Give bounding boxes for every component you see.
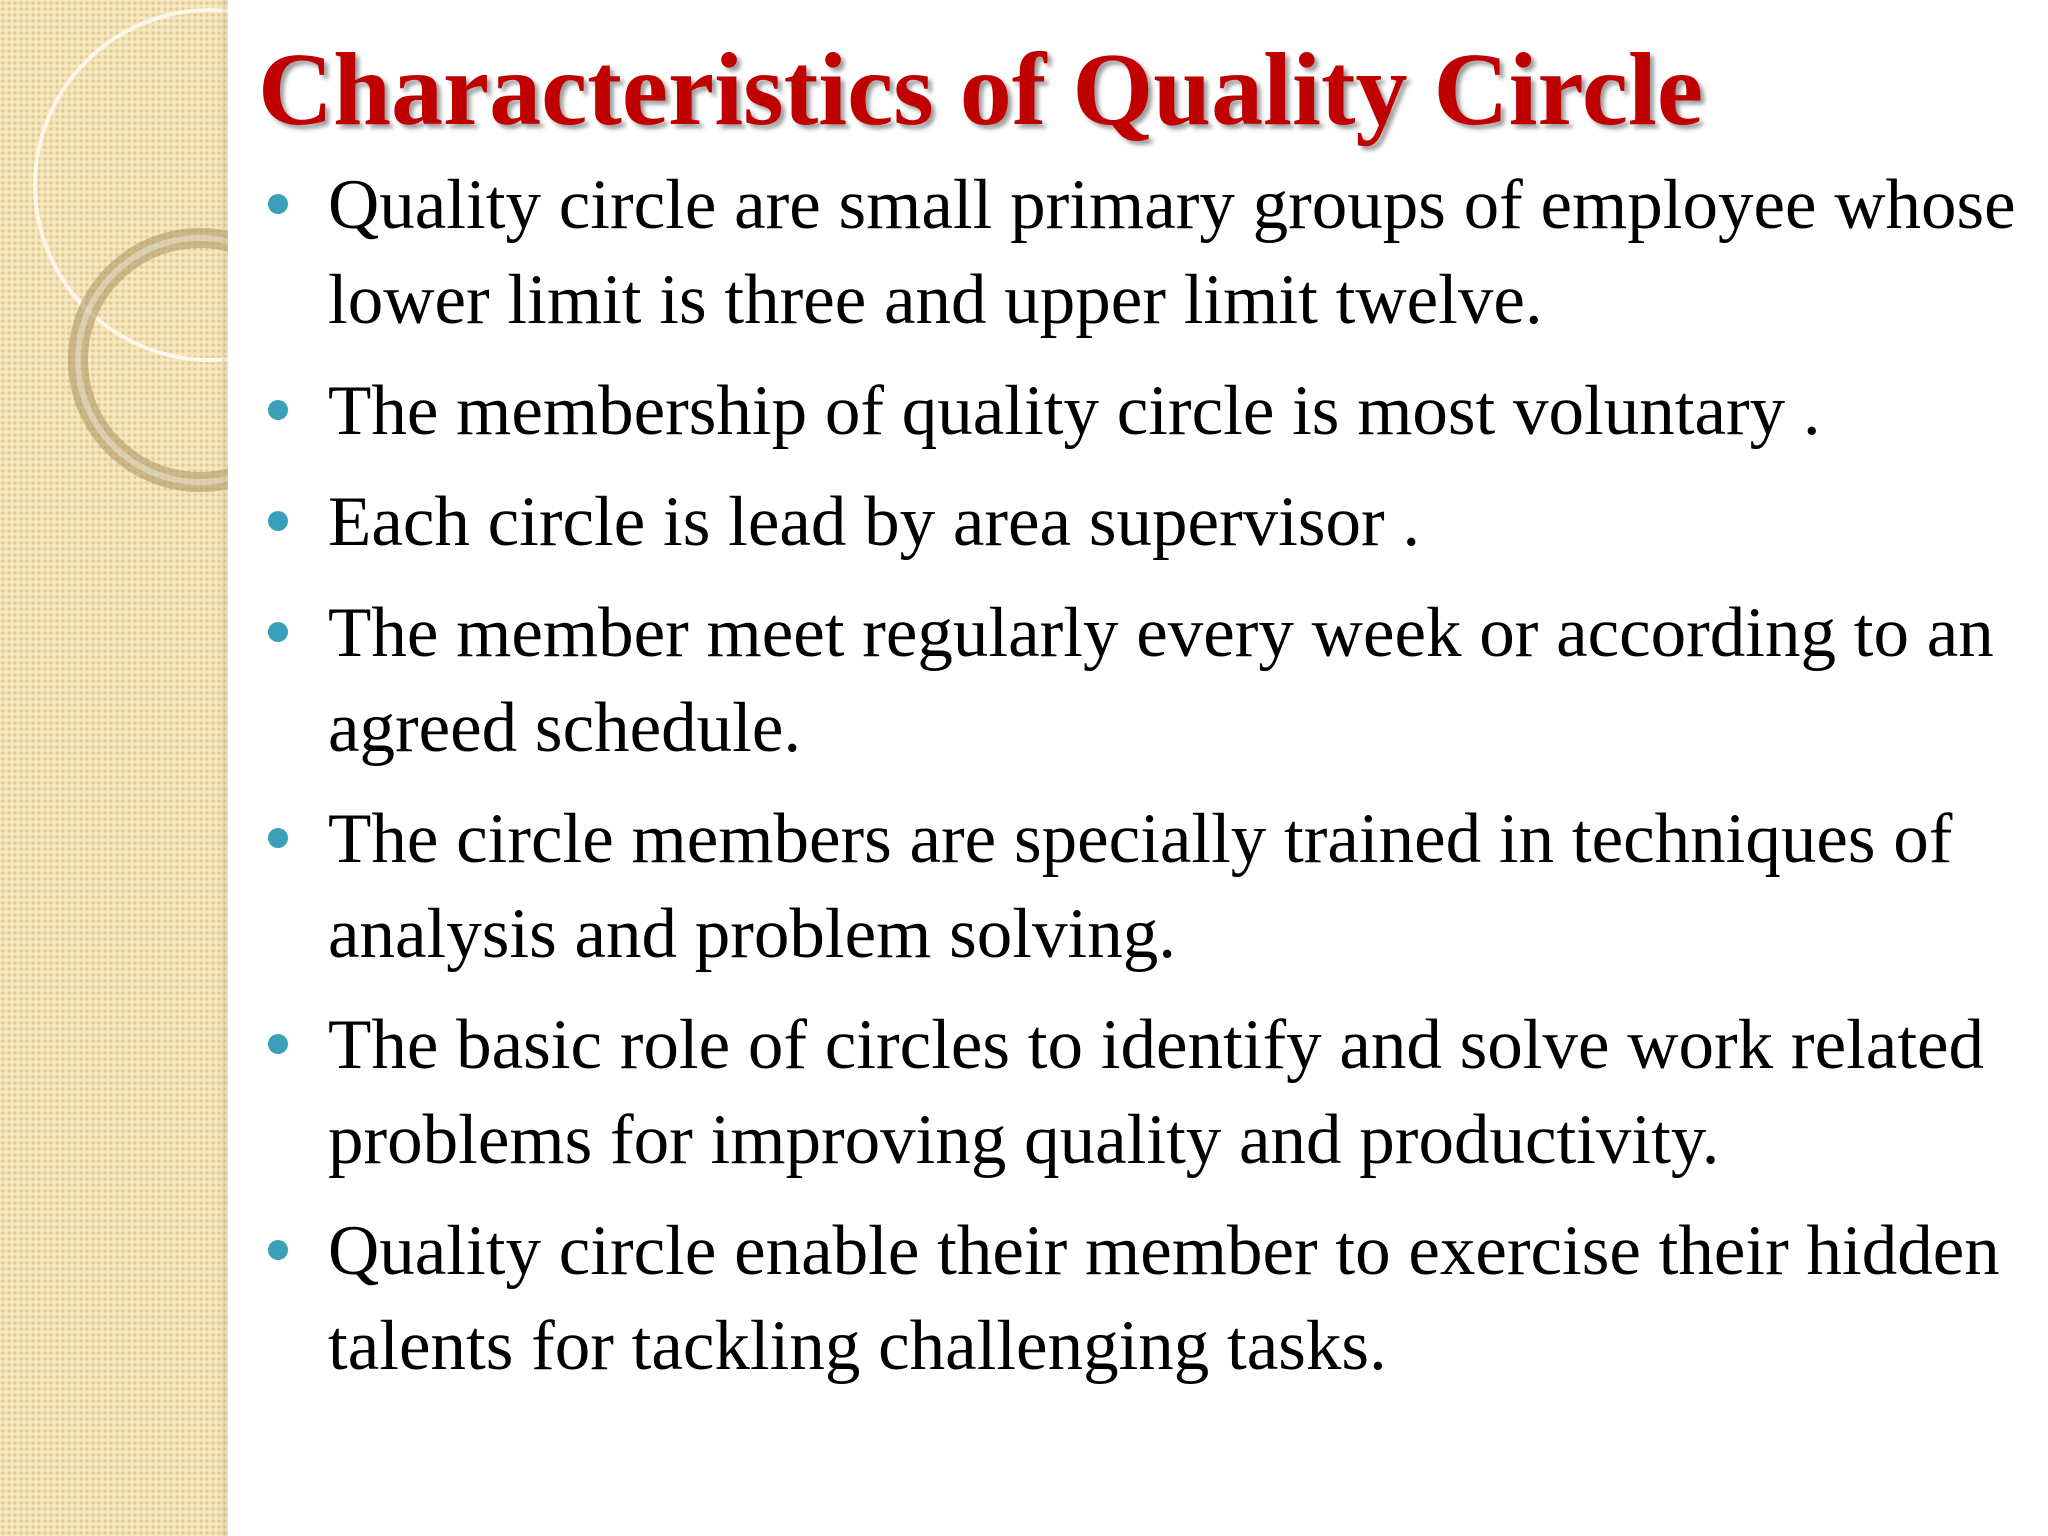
bullet-dot-icon	[268, 400, 288, 420]
bullet-item	[258, 1204, 2028, 1394]
bullet-text: The basic role of circles to identify and solve work related problems for improving quality and productivity.	[328, 1006, 1985, 1179]
bullet-text: The circle members are specially trained in techniques of analysis and problem solving.	[328, 800, 1953, 973]
bullet-list	[258, 158, 2028, 1410]
slide-content	[258, 0, 2028, 1536]
bullet-item	[258, 586, 2028, 776]
slide-title: Characteristics of Quality Circle	[258, 32, 1704, 147]
bullet-text: Each circle is lead by area supervisor .	[328, 483, 1421, 561]
bullet-text: Quality circle are small primary groups of employee whose lower limit is three and upper limit twelve.	[328, 166, 2016, 339]
bullet-item	[258, 364, 2028, 459]
bullet-dot-icon	[268, 194, 288, 214]
decorative-rings-graphic	[0, 0, 228, 1536]
bullet-item	[258, 792, 2028, 982]
decorative-sidebar	[0, 0, 228, 1536]
bullet-text: The membership of quality circle is most voluntary .	[328, 372, 1821, 450]
bullet-dot-icon	[268, 1240, 288, 1260]
sidebar-shadow-edge	[222, 0, 228, 1536]
bullet-text: Quality circle enable their member to exercise their hidden talents for tackling challenging tasks.	[328, 1212, 2000, 1385]
bullet-item	[258, 475, 2028, 570]
bullet-dot-icon	[268, 1034, 288, 1054]
bullet-dot-icon	[268, 511, 288, 531]
bullet-item	[258, 998, 2028, 1188]
bullet-dot-icon	[268, 828, 288, 848]
bullet-dot-icon	[268, 622, 288, 642]
bullet-item	[258, 158, 2028, 348]
bullet-text: The member meet regularly every week or according to an agreed schedule.	[328, 594, 1994, 767]
